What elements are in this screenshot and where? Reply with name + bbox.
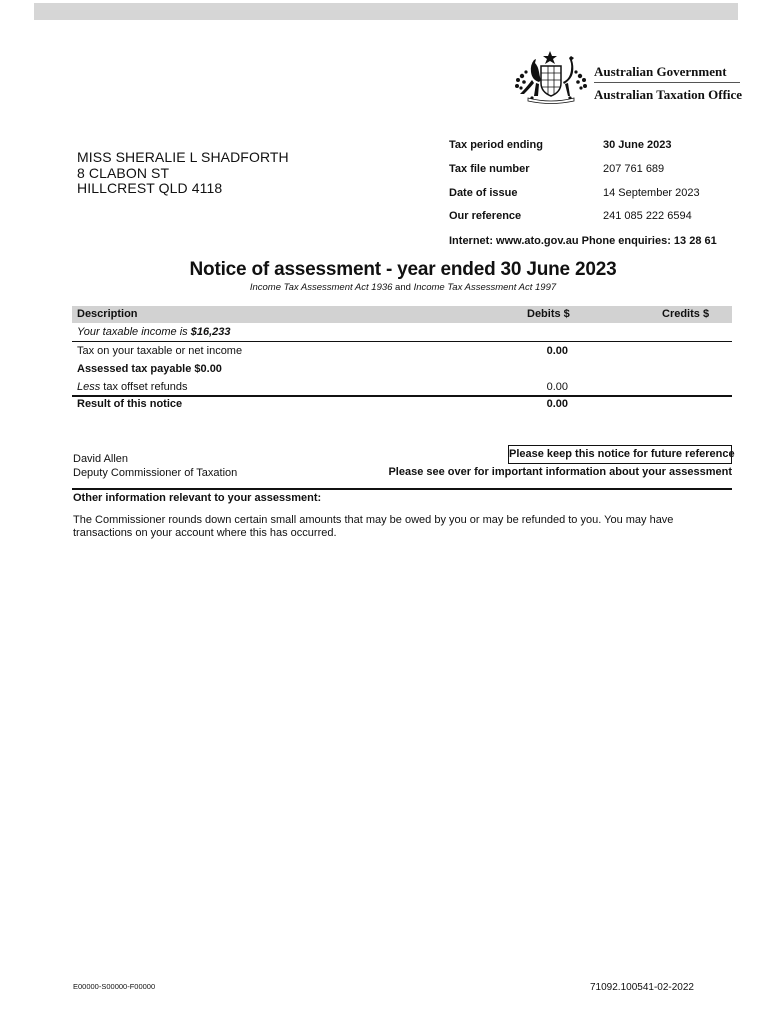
subtitle-and: and [392,282,414,293]
keep-notice-text: Please keep this notice for future reference [509,448,735,460]
gov-name-line2: Australian Taxation Office [594,87,743,102]
table-row-offset-refunds [77,381,188,393]
table-row-tax-on-income: Tax on your taxable or net income [77,345,243,357]
table-row-result: Result of this notice [77,398,183,410]
top-scan-bar [34,3,738,20]
column-debits: Debits $ [527,308,570,320]
info-label-issue-date: Date of issue [449,187,518,199]
section-divider [72,488,732,490]
taxable-income-row [77,326,231,338]
info-value-tfn: 207 761 689 [603,163,665,175]
taxable-income-amount: $16,233 [190,326,231,338]
table-row-assessed-tax: Assessed tax payable $0.00 [77,363,222,375]
offset-label: tax offset refunds [100,381,188,393]
info-value-reference: 241 085 222 6594 [603,210,692,222]
assessment-table-header [72,306,732,323]
other-info-heading: Other information relevant to your assessment: [73,492,322,504]
info-label-tfn: Tax file number [449,163,530,175]
other-info-paragraph: The Commissioner rounds down certain small amounts that may be owed by you or may be refunded to you. You may have transactions on your account where this has occurred. [73,514,674,539]
government-logo [512,50,742,106]
footer-code-right: 71092.100541-02-2022 [590,982,694,993]
result-divider [72,395,732,397]
legislation-subtitle [0,282,768,293]
address-line-street: 8 CLABON ST [77,164,170,181]
page-title: Notice of assessment - year ended 30 June 2023 [189,259,617,280]
info-value-tax-period: 30 June 2023 [603,139,672,151]
recipient-address [77,150,289,197]
act-1936: Income Tax Assessment Act 1936 [249,282,393,293]
address-line-suburb: HILLCREST QLD 4118 [77,180,223,196]
column-credits: Credits $ [662,308,710,320]
row-divider [72,341,732,342]
gov-name-line1: Australian Government [594,64,727,79]
signatory-name: David Allen [73,453,129,465]
logo-divider [594,82,740,83]
footer-code-left: E00000-S00000-F00000 [73,982,156,991]
address-line-name: MISS SHERALIE L SHADFORTH [77,149,289,165]
contact-details: Internet: www.ato.gov.au Phone enquiries: 13 28 61 [449,235,717,247]
column-description: Description [77,308,138,320]
keep-notice-box [508,445,735,464]
offset-refunds-debit: 0.00 [546,381,568,393]
act-1997: Income Tax Assessment Act 1997 [413,282,557,293]
signatory-position: Deputy Commissioner of Taxation [73,467,238,479]
see-over-notice: Please see over for important information about your assessment [388,466,732,478]
coat-of-arms-icon [512,50,590,106]
info-label-tax-period: Tax period ending [449,139,543,151]
taxable-income-label: Your taxable income is [77,326,191,338]
offset-less: Less [77,381,101,393]
info-value-issue-date: 14 September 2023 [603,187,700,199]
info-label-reference: Our reference [449,210,522,222]
tax-on-income-debit: 0.00 [546,345,568,357]
result-debit: 0.00 [546,398,568,410]
